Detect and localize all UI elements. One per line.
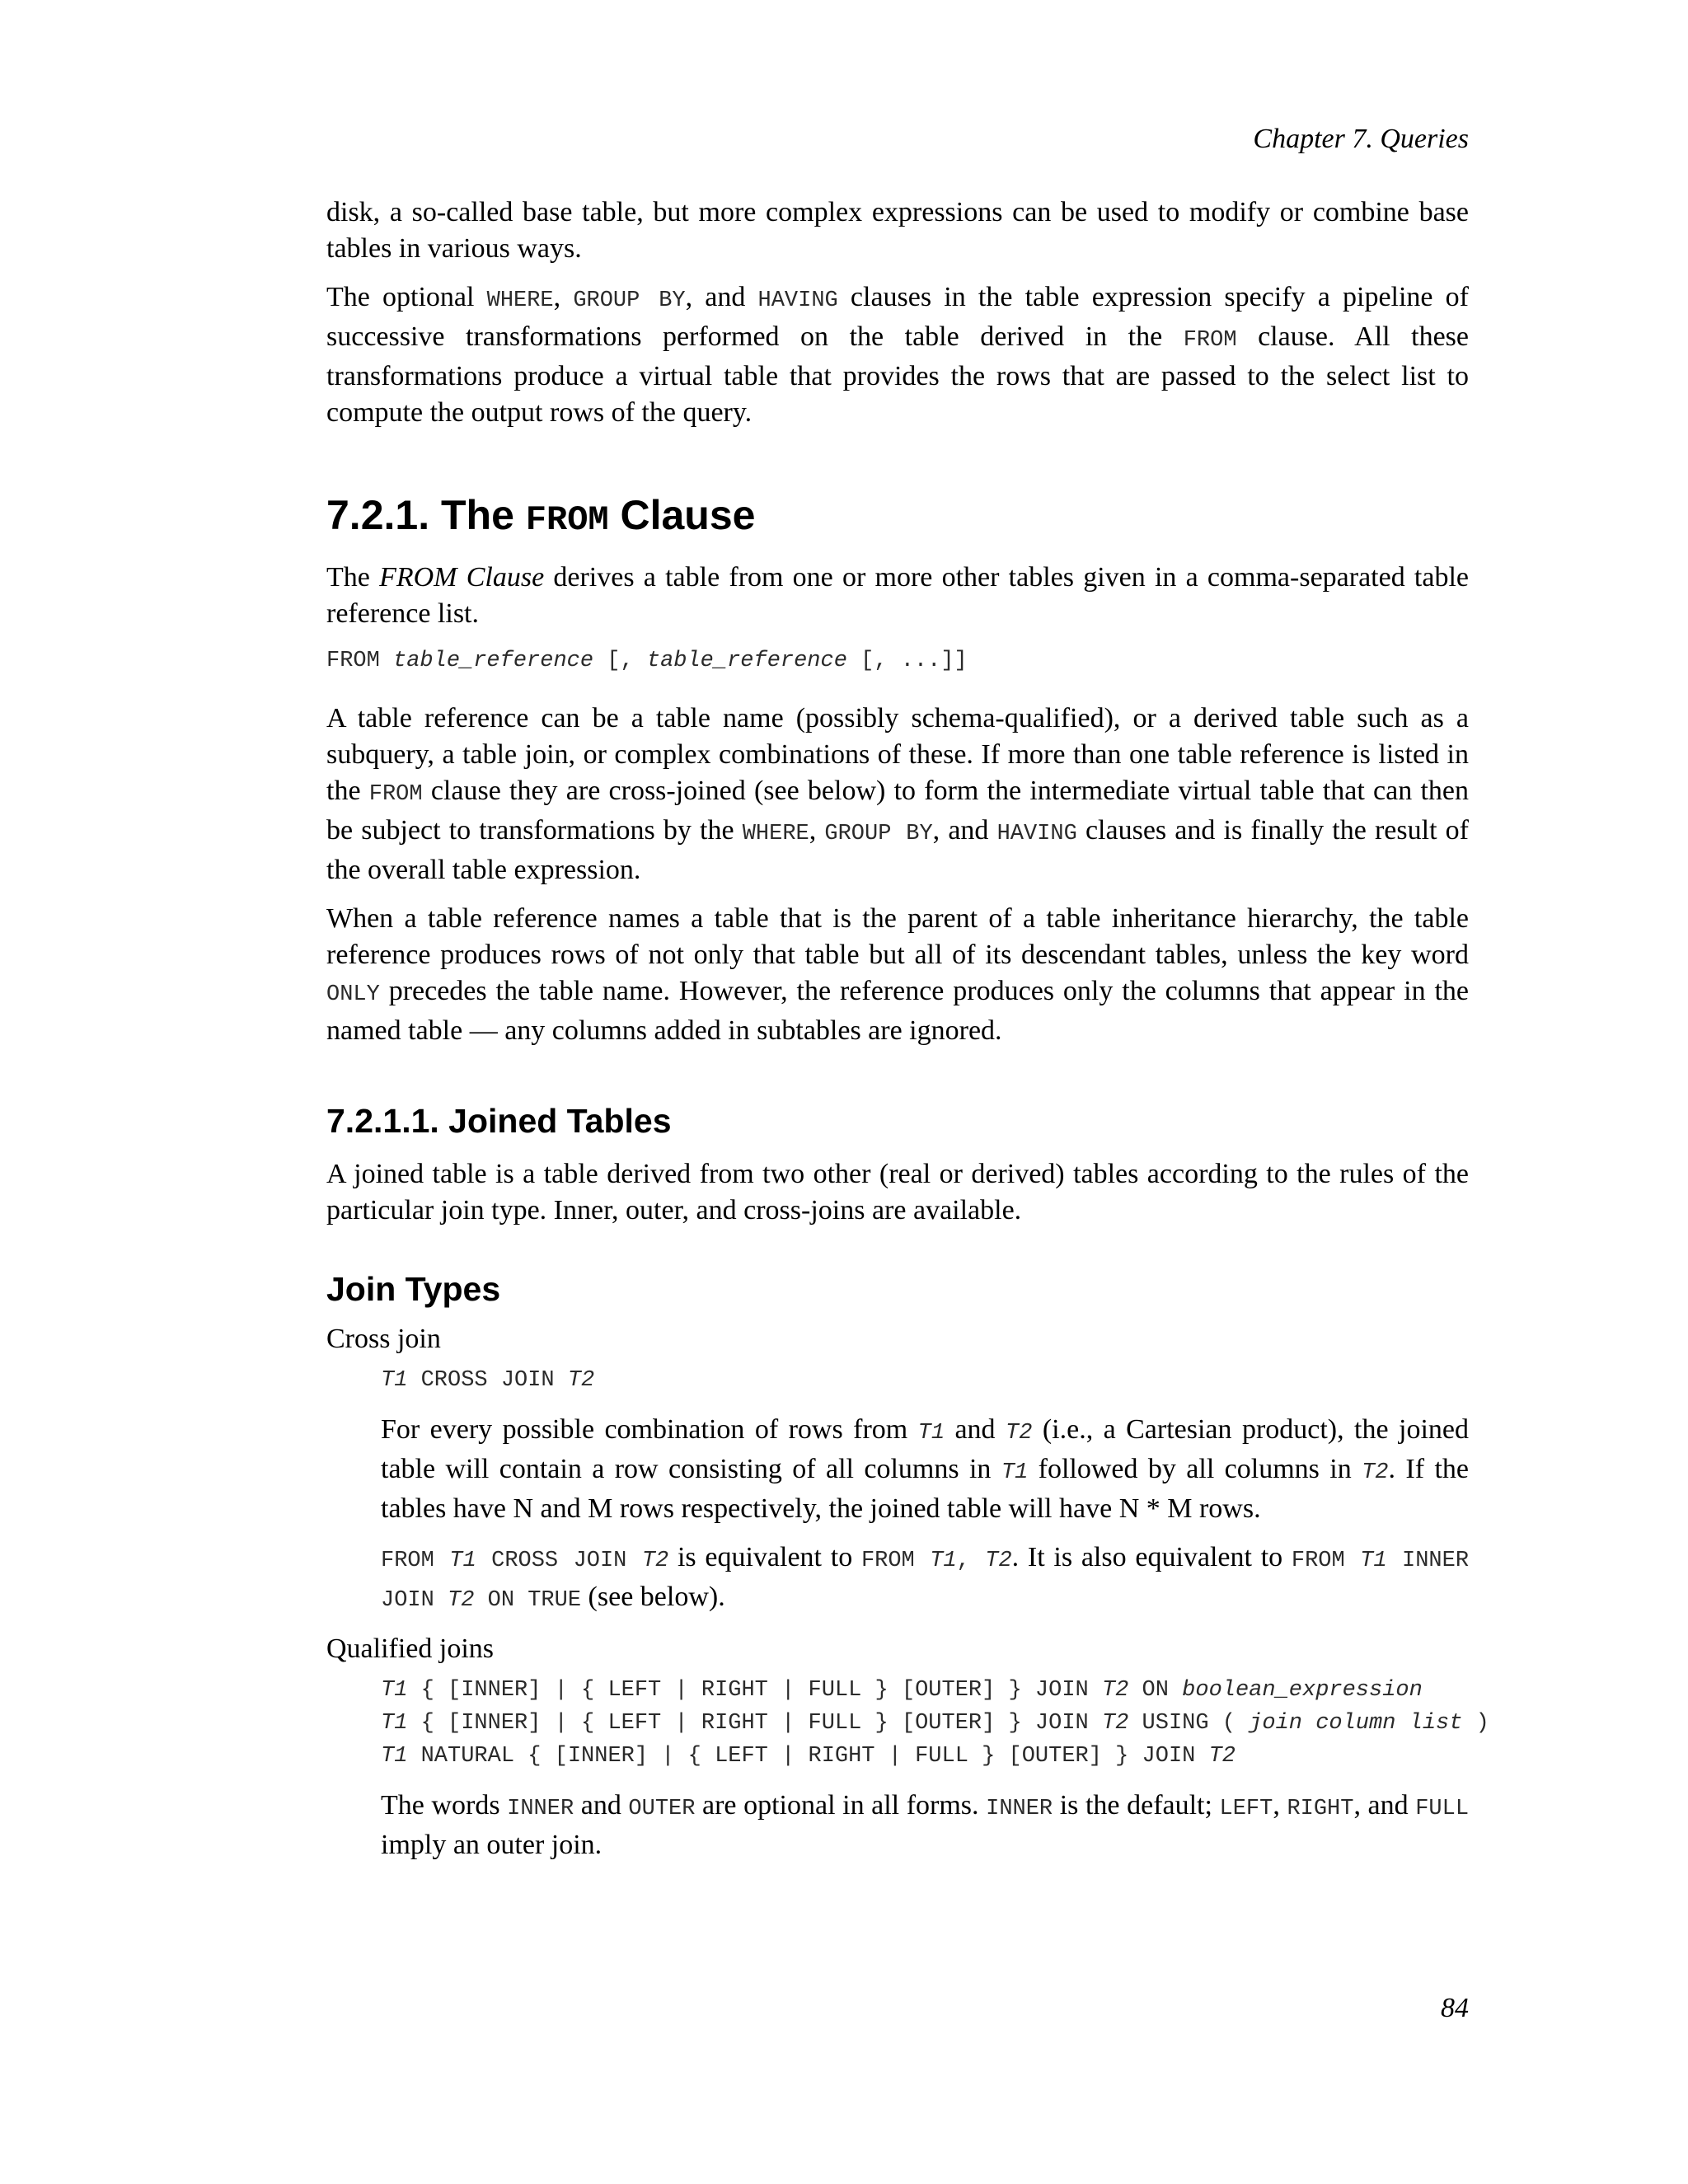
cross-join-definition [381, 1364, 1469, 1619]
cross-join-description-2 [381, 1540, 1469, 1619]
heading-text: Clause [608, 492, 756, 538]
code-full: FULL [1415, 1797, 1470, 1821]
code-variable: T2 [1101, 1678, 1129, 1703]
code-variable: T1 [381, 1711, 408, 1736]
heading-text: 7.2.1. The [326, 492, 526, 538]
qualified-joins-definition [381, 1674, 1489, 1863]
text-run: , [553, 282, 574, 312]
term-cross-join: Cross join [326, 1324, 441, 1354]
code-variable: table_reference [393, 649, 594, 673]
code-keyword: CROSS JOIN [476, 1549, 642, 1573]
code-variable: T2 [448, 1588, 475, 1613]
text-run: is the default; [1053, 1790, 1220, 1821]
text-run: , [1273, 1790, 1287, 1821]
running-header: Chapter 7. Queries [1253, 124, 1469, 154]
code-having: HAVING [757, 288, 838, 313]
text-run: imply an outer join. [381, 1830, 603, 1860]
text-run: clause they are cross-joined (see below) to form the intermediate virtual table that can then be subject to transformations by the [326, 776, 1469, 846]
cross-join-description-1 [381, 1412, 1469, 1527]
text-run: are optional in all forms. [695, 1790, 987, 1821]
code-where: WHERE [486, 288, 554, 313]
code-variable: T1 [449, 1549, 476, 1573]
code-inner: INNER [986, 1797, 1053, 1821]
code-variable: T1 [917, 1421, 945, 1446]
code-from: FROM [1183, 328, 1237, 353]
text-run: A table reference can be a table name (possibly schema-qualified), or a derived table such as a subquery, a table join, or complex combinations of these. If more than one table reference is listed in the [326, 703, 1469, 806]
code-variable: T1 [1001, 1460, 1029, 1485]
code-right: RIGHT [1287, 1797, 1354, 1821]
code-variable: T1 [1360, 1549, 1387, 1573]
code-only: ONLY [326, 982, 380, 1007]
code-keyword: { [INNER] | { LEFT | RIGHT | FULL } [OUTER] } JOIN [407, 1678, 1102, 1703]
code-punct: [, [593, 649, 647, 673]
code-where: WHERE [742, 822, 809, 846]
cross-join-syntax [381, 1364, 1469, 1397]
code-variable: T2 [1208, 1744, 1236, 1769]
section-heading-from-clause [326, 490, 1469, 545]
code-variable: T2 [641, 1549, 669, 1573]
from-clause-paragraph-2 [326, 701, 1469, 888]
text-run: , [809, 815, 825, 846]
intro-paragraph-2 [326, 279, 1469, 431]
code-outer: OUTER [628, 1797, 696, 1821]
code-variable: T2 [567, 1368, 595, 1393]
text-run: is equivalent to [668, 1542, 861, 1572]
code-keyword: INNER JOIN [381, 1549, 1470, 1613]
heading-code: FROM [525, 500, 609, 540]
code-variable: T2 [1362, 1460, 1389, 1485]
from-clause-paragraph-3 [326, 901, 1469, 1049]
text-run: derives a table from one or more other tables given in a comma-separated table reference list. [326, 562, 1469, 629]
code-keyword: CROSS JOIN [407, 1368, 568, 1393]
code-punct: , [956, 1549, 986, 1573]
text-run: , and [685, 282, 758, 312]
section-heading-join-types: Join Types [326, 1270, 501, 1308]
code-inner: INNER [507, 1797, 574, 1821]
code-variable: T2 [1006, 1421, 1033, 1446]
text-run: and [574, 1790, 629, 1821]
code-keyword: { [INNER] | { LEFT | RIGHT | FULL } [OUTER] } JOIN [407, 1711, 1102, 1736]
text-run: precedes the table name. However, the reference produces only the columns that appear in the named table — any columns added in subtables are ignored. [326, 976, 1469, 1046]
text-run: clauses in the table expression specify a pipeline of successive transformations performed on the table derived in the [326, 282, 1469, 352]
page-content [326, 194, 1489, 1876]
text-run: followed by all columns in [1028, 1454, 1362, 1484]
text-run: The words [381, 1790, 508, 1821]
text-run: (i.e., a Cartesian product), the joined table will contain a row consisting of all columns in [381, 1414, 1469, 1484]
code-variable: T2 [1101, 1711, 1129, 1736]
code-punct: ) [1462, 1711, 1489, 1736]
code-keyword: USING ( [1128, 1711, 1250, 1736]
code-keyword: FROM [860, 1549, 931, 1573]
text-run: clauses and is finally the result of the overall table expression. [326, 815, 1469, 885]
text-run: For every possible combination of rows from [381, 1414, 918, 1445]
section-heading-joined-tables: 7.2.1.1. Joined Tables [326, 1102, 672, 1140]
qualified-joins-syntax [381, 1674, 1489, 1773]
code-keyword: FROM [381, 1549, 450, 1573]
text-run: and [945, 1414, 1006, 1445]
code-having: HAVING [996, 822, 1077, 846]
code-group-by: GROUP BY [573, 288, 686, 313]
code-variable: T1 [930, 1549, 957, 1573]
code-cross-join-example [381, 1549, 668, 1573]
text-run: . It is also equivalent to [1011, 1542, 1292, 1572]
code-keyword: FROM [1291, 1549, 1361, 1573]
joined-tables-paragraph: A joined table is a table derived from two other (real or derived) tables according to the rules of the particular join type. Inner, outer, and cross-joins are available. [326, 1159, 1469, 1226]
qualified-joins-description [381, 1788, 1469, 1863]
emphasis-term: FROM Clause [379, 562, 545, 593]
code-variable: boolean_expression [1182, 1678, 1423, 1703]
code-keyword: ON [1128, 1678, 1183, 1703]
text-run: . If the tables have N and M rows respectively, the joined table will have N * M rows. [381, 1454, 1469, 1524]
code-left: LEFT [1219, 1797, 1273, 1821]
code-group-by: GROUP BY [824, 822, 933, 846]
text-run: (see below). [581, 1582, 725, 1612]
text-run: The optional [326, 282, 487, 312]
from-clause-paragraph-1 [326, 560, 1469, 632]
term-qualified-joins: Qualified joins [326, 1633, 495, 1664]
code-variable: T1 [381, 1744, 408, 1769]
code-punct: [, ...]] [846, 649, 968, 673]
code-from: FROM [368, 782, 423, 807]
code-keyword: NATURAL { [INNER] | { LEFT | RIGHT | FULL } [OUTER] } JOIN [407, 1744, 1209, 1769]
text-run: When a table reference names a table that is the parent of a table inheritance hierarchy, the table reference produces rows of not only that table but all of its descendant tables, unless the key word [326, 903, 1469, 970]
page-number: 84 [1441, 1993, 1469, 2023]
code-keyword: FROM [326, 649, 394, 673]
from-syntax-block [326, 644, 1469, 677]
text-run: , and [1353, 1790, 1416, 1821]
code-keyword: ON TRUE [474, 1588, 582, 1613]
text-run: , and [932, 815, 997, 846]
intro-paragraph-1: disk, a so-called base table, but more complex expressions can be used to modify or combine base tables in various ways. [326, 197, 1469, 264]
code-variable: T1 [381, 1678, 408, 1703]
code-comma-join-example [861, 1549, 1012, 1573]
text-run: clause. All these transformations produce a virtual table that provides the rows that are passed to the select list to compute the output rows of the query. [326, 321, 1469, 428]
code-variable: join column list [1249, 1711, 1463, 1736]
text-run: The [326, 562, 380, 593]
code-variable: T1 [381, 1368, 408, 1393]
code-variable: table_reference [646, 649, 847, 673]
code-variable: T2 [985, 1549, 1012, 1573]
